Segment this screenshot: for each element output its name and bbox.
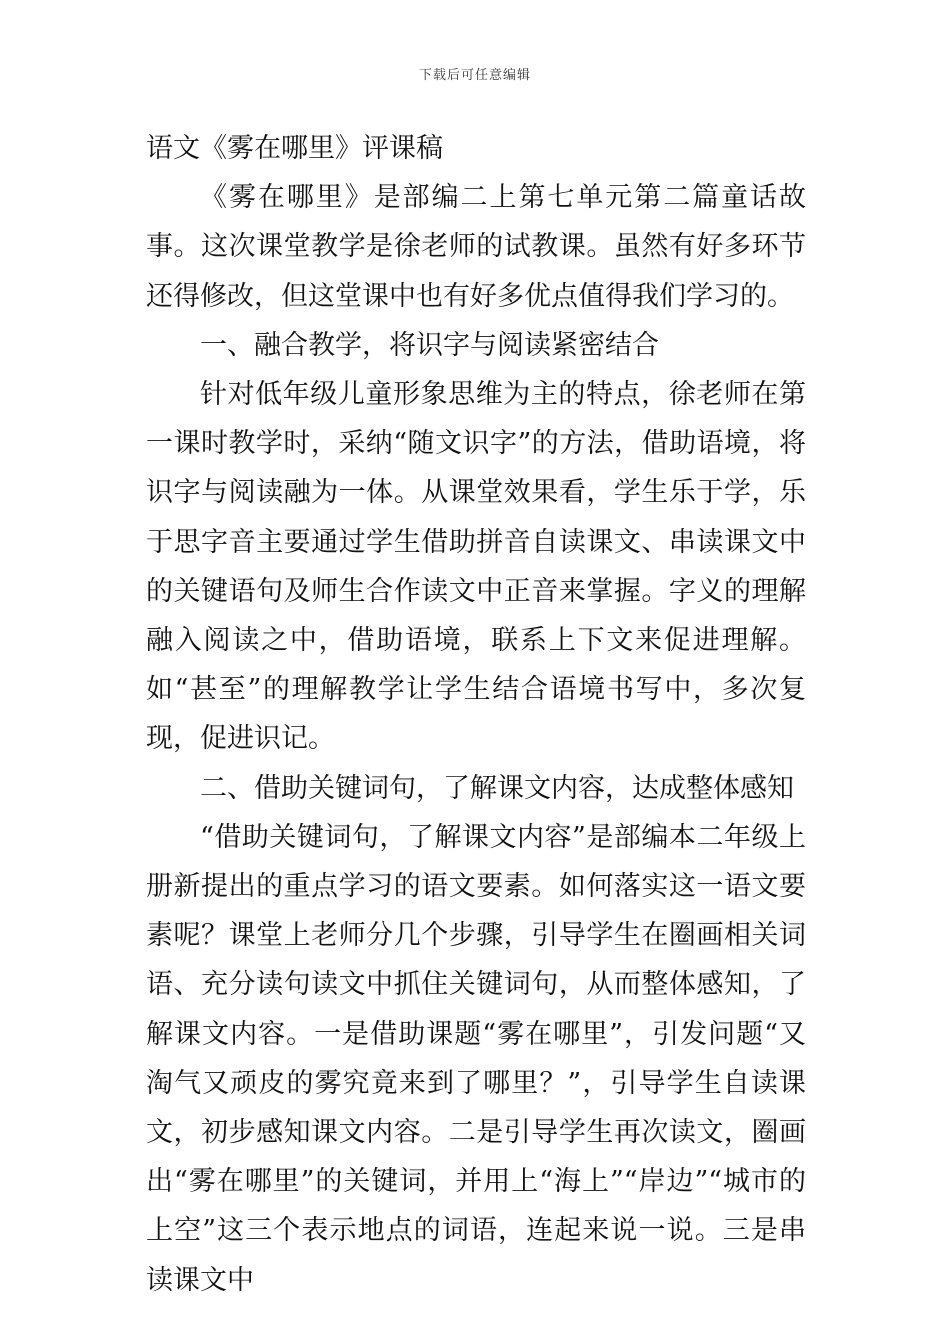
document-title: 语文《雾在哪里》评课稿 <box>146 133 443 164</box>
paragraph-section-1: 针对低年级儿童形象思维为主的特点，徐老师在第一课时教学时，采纳“随文识字”的方法，借助语境，将识字与阅读融为一体。从课堂效果看，学生乐于学，乐于思字音主要通过学生借助拼音自读课文、串读课文中的关键语句及师生合作读文中正音来掌握。字义的理解融入阅读之中，借助语境，联系上下文来促进理解。如“甚至”的理解教学让学生结合语境书写中，多次复现，促进识记。 <box>146 379 806 755</box>
paragraph-section-2: “借助关键词句，了解课文内容”是部编本二年级上册新提出的重点学习的语文要素。如何落实这一语文要素呢？课堂上老师分几个步骤，引导学生在圈画相关词语、充分读句读文中抓住关键词句，从而整体感知，了解课文内容。一是借助课题“雾在哪里”，引发问题“又淘气又顽皮的雾究竟来到了哪里？”，引导学生自读课文，初步感知课文内容。二是引导学生再次读文，圈画出“雾在哪里”的关键词，并用上“海上”“岸边”“城市的上空”这三个表示地点的词语，连起来说一说。三是串读课文中 <box>146 821 806 1296</box>
document-body <box>146 124 806 1305</box>
paragraph-intro: 《雾在哪里》是部编二上第七单元第二篇童话故事。这次课堂教学是徐老师的试教课。虽然有好多环节还得修改，但这堂课中也有好多优点值得我们学习的。 <box>146 182 806 312</box>
header-note: 下载后可任意编辑 <box>418 68 531 83</box>
section-heading-2: 二、借助关键词句，了解课文内容，达成整体感知 <box>200 772 794 804</box>
section-heading-1: 一、融合教学，将识字与阅读紧密结合 <box>200 329 659 361</box>
